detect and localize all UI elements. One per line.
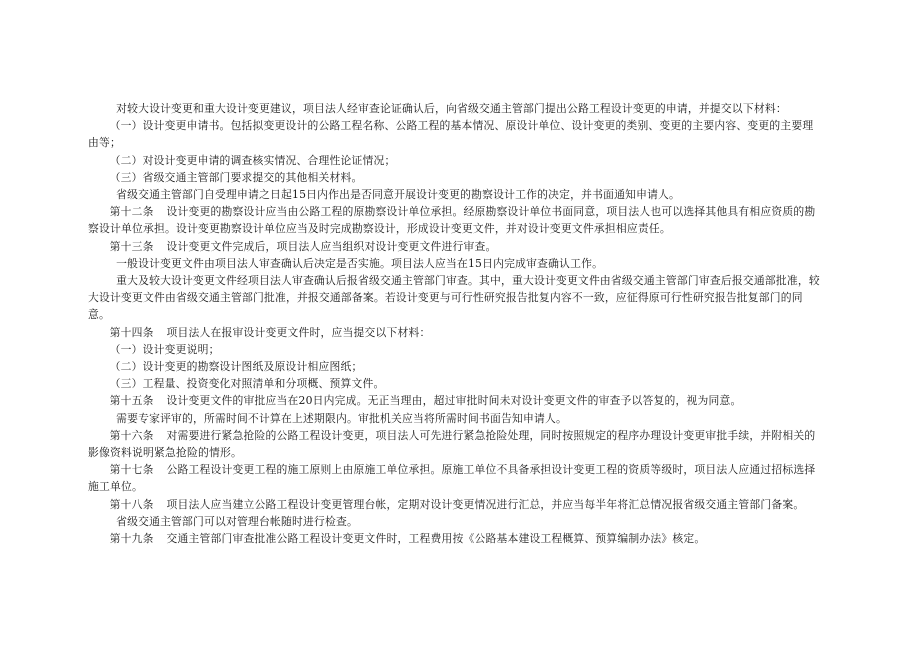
paragraph-text: （三）工程量、投资变化对照清单和分项概、预算文件。 bbox=[109, 377, 385, 391]
article-number: 第十三条 bbox=[109, 239, 154, 253]
paragraph bbox=[88, 152, 824, 169]
article-number: 第十五条 bbox=[109, 394, 154, 408]
article-paragraph bbox=[88, 324, 824, 341]
article-paragraph bbox=[88, 461, 824, 495]
article-number: 第十二条 bbox=[109, 205, 154, 219]
paragraph-text: 省级交通主管部门可以对管理台帐随时进行检查。 bbox=[116, 514, 359, 528]
paragraph-text: 对需要进行紧急抢险的公路工程设计变更，项目法人可先进行紧急抢险处理，同时按照规定的程序办理设计变更审批手续，并附相关的影像资料说明紧急抢险的情形。 bbox=[88, 428, 816, 460]
paragraph bbox=[88, 410, 824, 427]
paragraph-text: 对较大设计变更和重大设计变更建议，项目法人经审查论证确认后，向省级交通主管部门提出公路工程设计变更的申请，并提交以下材料： bbox=[116, 102, 787, 115]
paragraph-text: （二）对设计变更申请的调查核实情况、合理性论证情况； bbox=[109, 153, 396, 167]
paragraph bbox=[88, 117, 824, 151]
paragraph-text: 一般设计变更文件由项目法人审查确认后决定是否实施。项目法人应当在15日内完成审查确认工作。 bbox=[116, 256, 604, 270]
article-number: 第十八条 bbox=[109, 497, 154, 511]
paragraph-text: （三）省级交通主管部门要求提交的其他相关材料。 bbox=[109, 170, 363, 184]
paragraph-text: 项目法人在报审设计变更文件时，应当提交以下材料： bbox=[166, 325, 431, 339]
paragraph bbox=[88, 255, 824, 272]
article-number: 第十七条 bbox=[109, 463, 154, 477]
paragraph-text: （二）设计变更的勘察设计图纸及原设计相应图纸； bbox=[109, 360, 363, 374]
paragraph-text: （一）设计变更说明； bbox=[109, 342, 220, 356]
paragraph bbox=[88, 186, 824, 203]
paragraph-text: 重大及较大设计变更文件经项目法人审查确认后报省级交通主管部门审查。其中，重大设计变更文件由省级交通主管部门审查后报交通部批准，较大设计变更文件由省级交通主管部门批准，并报交通部备案。若设计变更与可行性研究报告批复内容不一致，应征得原可行性研究报告批复部门的同意。 bbox=[88, 274, 820, 322]
paragraph-text: 省级交通主管部门自受理申请之日起15日内作出是否同意开展设计变更的勘察设计工作的决定，并书面通知申请人。 bbox=[116, 188, 681, 202]
paragraph-text: 交通主管部门审查批准公路工程设计变更文件时，工程费用按《公路基本建设工程概算、预算编制办法》核定。 bbox=[166, 532, 706, 546]
paragraph-text: （一）设计变更申请书。包括拟变更设计的公路工程名称、公路工程的基本情况、原设计单位、设计变更的类别、变更的主要内容、变更的主要理由等； bbox=[88, 119, 814, 150]
article-paragraph bbox=[88, 392, 824, 409]
article-paragraph bbox=[88, 496, 824, 513]
paragraph-text: 公路工程设计变更工程的施工原则上由原施工单位承担。原施工单位不具备承担设计变更工程的资质等级时，项目法人应通过招标选择施工单位。 bbox=[88, 463, 816, 494]
article-number: 第十九条 bbox=[109, 532, 154, 546]
article-paragraph bbox=[88, 203, 824, 237]
article-number: 第十六条 bbox=[109, 428, 154, 442]
article-paragraph bbox=[88, 238, 824, 255]
paragraph bbox=[88, 169, 824, 186]
paragraph bbox=[88, 358, 824, 375]
paragraph-text: 设计变更文件完成后，项目法人应当组织对设计变更文件进行审查。 bbox=[166, 239, 497, 253]
article-paragraph bbox=[88, 530, 824, 547]
document-body bbox=[88, 100, 824, 547]
paragraph bbox=[88, 341, 824, 358]
paragraph-text: 设计变更的勘察设计应当由公路工程的原勘察设计单位承担。经原勘察设计单位书面同意，项目法人也可以选择其他具有相应资质的勘察设计单位承担。设计变更勘察设计单位应当及时完成勘察设计，形成设计变更文件，并对设计变更文件承担相应责任。 bbox=[88, 205, 816, 236]
paragraph bbox=[88, 272, 824, 324]
paragraph-text: 需要专家评审的，所需时间不计算在上述期限内。审批机关应当将所需时间书面告知申请人。 bbox=[116, 411, 567, 425]
paragraph bbox=[88, 100, 824, 117]
article-number: 第十四条 bbox=[109, 325, 154, 339]
paragraph bbox=[88, 513, 824, 530]
article-paragraph bbox=[88, 427, 824, 461]
paragraph-text: 项目法人应当建立公路工程设计变更管理台帐，定期对设计变更情况进行汇总，并应当每半年将汇总情况报省级交通主管部门备案。 bbox=[166, 497, 805, 511]
paragraph-text: 设计变更文件的审批应当在20日内完成。无正当理由，超过审批时间未对设计变更文件的审查予以答复的，视为同意。 bbox=[166, 394, 742, 408]
paragraph bbox=[88, 375, 824, 392]
